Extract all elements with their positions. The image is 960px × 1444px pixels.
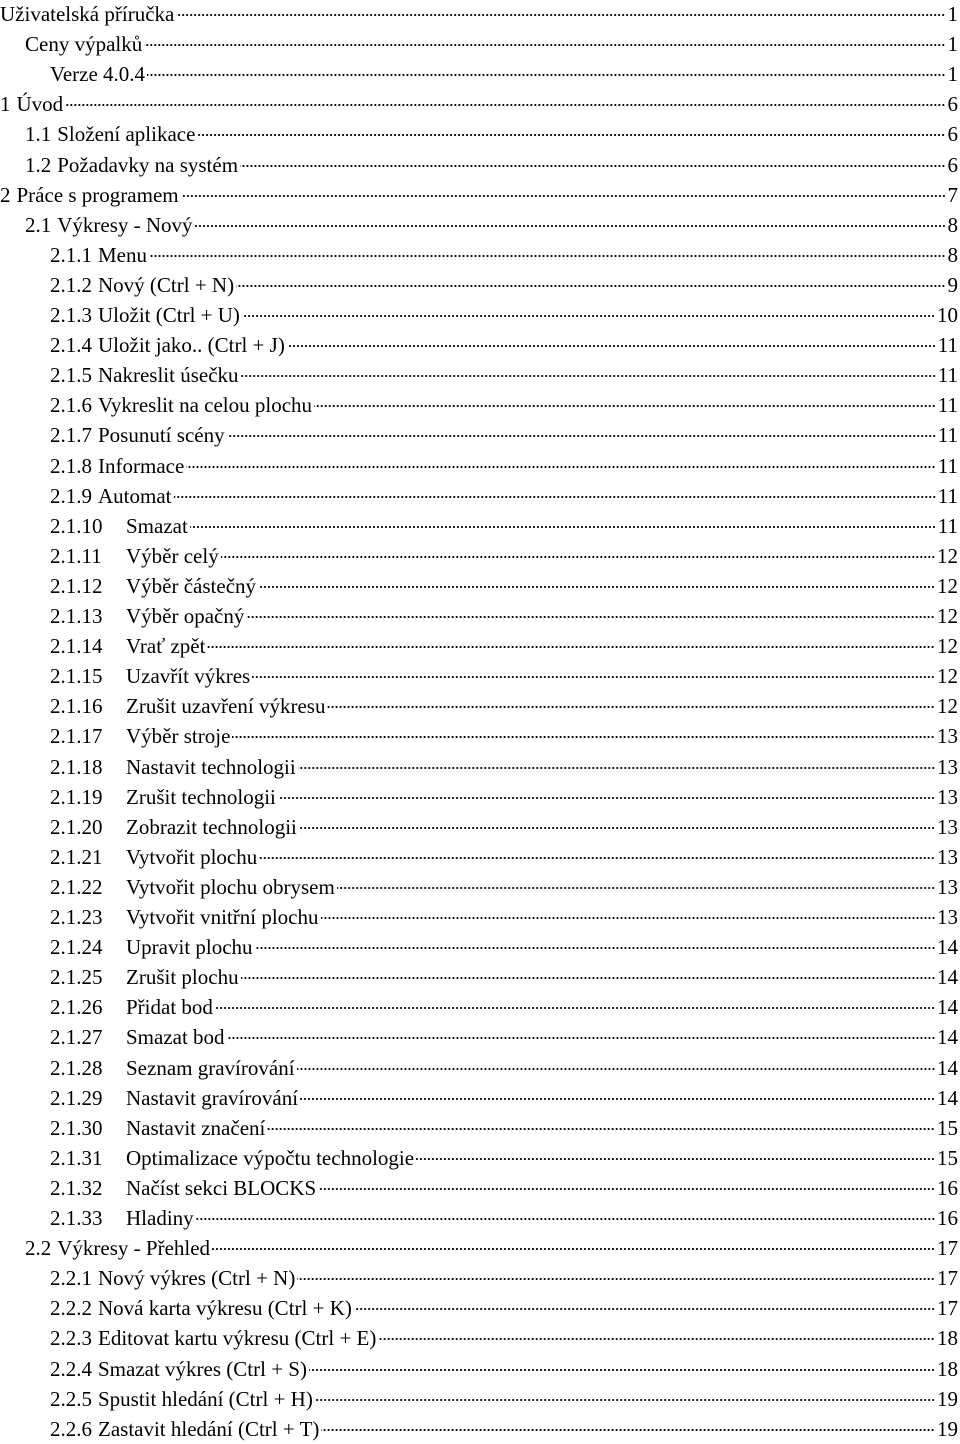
toc-entry[interactable]	[0, 661, 958, 691]
toc-entry-label	[50, 1323, 376, 1353]
toc-entry-number: 2.1.7	[50, 423, 92, 448]
dot-leader	[267, 1127, 935, 1131]
toc-page-number: 12	[937, 664, 958, 689]
dot-leader	[195, 224, 946, 228]
toc-entry[interactable]	[0, 481, 958, 511]
toc-entry[interactable]	[0, 1384, 958, 1414]
toc-entry-title: Výběr celý	[126, 543, 219, 568]
toc-page-number: 19	[937, 1416, 958, 1441]
toc-entry[interactable]	[0, 150, 958, 180]
toc-entry-number: 2.1.26	[50, 995, 103, 1020]
toc-page-number: 14	[937, 1085, 958, 1110]
toc-entry-title: Hladiny	[126, 1206, 194, 1230]
toc-entry-number: 2.1.12	[50, 573, 103, 598]
toc-entry-title: Složení aplikace	[57, 122, 196, 147]
toc-entry-label	[50, 481, 172, 511]
toc-page-number: 12	[937, 634, 958, 659]
toc-page-number: 13	[937, 844, 958, 869]
toc-entry-number: 2.1.22	[50, 874, 103, 899]
toc-entry-title: Výkresy - Přehled	[57, 1236, 211, 1261]
toc-page-number: 13	[937, 784, 958, 809]
toc-entry[interactable]	[0, 451, 958, 481]
toc-entry[interactable]	[0, 1143, 958, 1173]
dot-leader	[174, 495, 936, 499]
dot-leader	[242, 314, 935, 318]
dot-leader	[190, 525, 936, 529]
dot-leader	[321, 916, 936, 920]
toc-entry-number: 2.2.1	[50, 1266, 92, 1291]
toc-page-number: 1	[947, 2, 958, 26]
toc-entry-number: 2.1.25	[50, 965, 103, 990]
dot-leader	[236, 284, 945, 288]
toc-page-number: 12	[937, 694, 958, 719]
toc-entry-title: Výběr stroje	[126, 724, 231, 749]
dot-leader	[147, 73, 945, 77]
dot-leader	[207, 645, 935, 649]
toc-entry-label	[50, 631, 205, 661]
toc-page-number: 11	[937, 453, 958, 478]
toc-entry-label	[50, 1022, 225, 1052]
toc-entry-number: 2.1.33	[50, 1206, 103, 1230]
toc-entry-title: Posunutí scény	[98, 423, 225, 448]
toc-entry-label	[50, 1414, 319, 1444]
dot-leader	[298, 766, 935, 770]
toc-page-number: 11	[937, 423, 958, 448]
dot-leader	[241, 976, 935, 980]
toc-entry[interactable]	[0, 691, 958, 721]
dot-leader	[321, 1428, 935, 1432]
toc-entry[interactable]	[0, 1414, 958, 1444]
toc-entry-title: Načíst sekci BLOCKS	[126, 1175, 317, 1200]
toc-entry-number: 2.1.15	[50, 664, 103, 689]
toc-entry-label	[50, 270, 234, 300]
toc-entry-number: 2.1.14	[50, 634, 103, 659]
toc-entry-label	[50, 420, 225, 450]
toc-entry-label	[50, 300, 240, 330]
toc-page-number: 13	[937, 814, 958, 839]
dot-leader	[196, 1217, 935, 1221]
toc-page-number: 1	[947, 62, 958, 87]
toc-page-number: 18	[937, 1356, 958, 1381]
toc-page-number: 17	[937, 1296, 958, 1321]
dot-leader	[176, 13, 945, 17]
toc-entry-title: Spustit hledání (Ctrl + H)	[98, 1386, 313, 1411]
toc-entry-number: 2.1.11	[50, 543, 102, 568]
toc-entry-number: 2.2	[25, 1236, 52, 1261]
toc-entry-number: 2.1.20	[50, 814, 103, 839]
toc-entry-label	[25, 29, 142, 59]
toc-entry-number: 2.1.23	[50, 905, 103, 929]
toc-entry-title: Nastavit značení	[126, 1115, 266, 1140]
toc-entry-number: 2.1.18	[50, 754, 103, 779]
toc-entry-number: 2.1.3	[50, 303, 92, 327]
toc-entry-label	[50, 812, 297, 842]
toc-page-number: 11	[937, 483, 958, 508]
toc-entry-label	[50, 872, 335, 902]
toc-entry-number: 2.1	[25, 212, 52, 237]
toc-entry[interactable]	[0, 390, 958, 420]
toc-entry[interactable]	[0, 752, 958, 782]
dot-leader	[149, 254, 946, 258]
toc-entry[interactable]	[0, 872, 958, 902]
toc-entry[interactable]	[0, 0, 958, 29]
toc-entry-title: Uložit (Ctrl + U)	[98, 303, 240, 327]
dot-leader	[297, 1067, 935, 1071]
toc-page-number: 1	[947, 32, 958, 57]
toc-entry[interactable]	[0, 89, 958, 119]
toc-entry[interactable]	[0, 721, 958, 751]
toc-entry[interactable]	[0, 300, 958, 330]
toc-entry-label	[50, 541, 219, 571]
toc-entry[interactable]	[0, 1354, 958, 1384]
toc-entry-title: Požadavky na systém	[57, 152, 239, 177]
toc-entry[interactable]	[0, 812, 958, 842]
dot-leader	[227, 1036, 935, 1040]
toc-page-number: 16	[937, 1206, 958, 1230]
toc-page-number: 14	[937, 935, 958, 960]
toc-entry[interactable]	[0, 1022, 958, 1052]
toc-page-number: 13	[937, 874, 958, 899]
toc-entry-number: 2.1.2	[50, 272, 92, 297]
toc-entry-title: Vykreslit na celou plochu	[98, 393, 313, 418]
toc-entry-number: 2.2.3	[50, 1326, 92, 1351]
toc-entry-title: Verze 4.0.4	[50, 62, 146, 87]
toc-entry[interactable]	[0, 571, 958, 601]
toc-entry-title: Přidat bod	[126, 995, 213, 1020]
toc-entry-title: Výběr částečný	[126, 573, 257, 598]
dot-leader	[232, 735, 935, 739]
toc-entry-title: Uživatelská příručka	[0, 2, 175, 26]
dot-leader	[227, 434, 936, 438]
dot-leader	[197, 133, 945, 137]
toc-entry-number: 1	[0, 92, 11, 117]
toc-entry-number: 2.1.5	[50, 363, 92, 388]
toc-entry-number: 2	[0, 182, 11, 207]
toc-entry-label	[50, 1293, 352, 1323]
toc-entry[interactable]	[0, 1293, 958, 1323]
toc-page-number: 11	[937, 513, 958, 538]
toc-entry-label	[50, 721, 230, 751]
dot-leader	[337, 886, 935, 890]
toc-entry-title: Vrať zpět	[126, 634, 206, 659]
toc-entry-number: 2.1.24	[50, 935, 103, 960]
dot-leader	[309, 1368, 935, 1372]
dot-leader	[186, 465, 935, 469]
dot-leader	[144, 43, 945, 47]
dot-leader	[378, 1337, 935, 1341]
toc-entry-label	[50, 1384, 313, 1414]
toc-entry-title: Zrušit uzavření výkresu	[126, 694, 326, 719]
toc-entry-number: 2.2.5	[50, 1386, 92, 1411]
toc-entry-number: 2.1.30	[50, 1115, 103, 1140]
toc-entry-title: Automat	[98, 483, 172, 508]
toc-entry-number: 2.1.1	[50, 242, 92, 267]
toc-entry-number: 1.1	[25, 122, 52, 147]
toc-entry-title: Výběr opačný	[126, 604, 245, 628]
toc-page-number: 8	[947, 242, 958, 267]
toc-page-number: 6	[947, 122, 958, 147]
toc-entry-label	[0, 0, 174, 29]
toc-page-number: 6	[947, 92, 958, 117]
toc-entry-number: 2.1.13	[50, 604, 103, 628]
dot-leader	[258, 585, 935, 589]
toc-entry-label	[50, 932, 253, 962]
toc-entry-title: Uložit jako.. (Ctrl + J)	[98, 333, 285, 358]
dot-leader	[314, 404, 936, 408]
toc-page-number: 14	[937, 1025, 958, 1050]
toc-entry[interactable]	[0, 119, 958, 149]
toc-entry-number: 2.1.4	[50, 333, 92, 358]
toc-page-number: 12	[937, 573, 958, 598]
toc-entry-title: Vytvořit plochu	[126, 844, 258, 869]
toc-entry-label	[50, 240, 147, 270]
toc-page-number: 8	[947, 212, 958, 237]
toc-entry[interactable]	[0, 180, 958, 210]
toc-entry-title: Nová karta výkresu (Ctrl + K)	[98, 1296, 352, 1321]
toc-page-number: 15	[937, 1115, 958, 1140]
toc-entry-title: Nastavit gravírování	[126, 1085, 299, 1110]
toc-page-number: 19	[937, 1386, 958, 1411]
toc-entry-label	[50, 1053, 295, 1083]
toc-entry[interactable]	[0, 1203, 958, 1233]
toc-entry[interactable]	[0, 1173, 958, 1203]
toc-entry-label	[50, 360, 239, 390]
toc-entry-number: 2.1.32	[50, 1175, 103, 1200]
toc-entry-title: Práce s programem	[16, 182, 179, 207]
toc-entry-number: 2.1.31	[50, 1145, 103, 1170]
dot-leader	[221, 555, 935, 559]
toc-page-number: 11	[937, 363, 958, 388]
toc-entry-number: 2.1.10	[50, 513, 103, 538]
toc-entry-label	[25, 1233, 210, 1263]
toc-entry-label	[25, 150, 238, 180]
toc-page-number: 12	[937, 604, 958, 628]
toc-entry-title: Nakreslit úsečku	[98, 363, 239, 388]
toc-entry-label	[50, 1083, 298, 1113]
toc-page-number: 14	[937, 995, 958, 1020]
toc-entry-number: 2.1.29	[50, 1085, 103, 1110]
dot-leader	[255, 946, 935, 950]
toc-entry-label	[0, 89, 63, 119]
toc-entry-label	[50, 782, 276, 812]
toc-entry-title: Smazat	[126, 513, 188, 538]
toc-entry-label	[25, 210, 193, 240]
toc-page-number: 18	[937, 1326, 958, 1351]
toc-entry-number: 2.1.6	[50, 393, 92, 418]
toc-entry-title: Zrušit technologii	[126, 784, 276, 809]
toc-entry[interactable]	[0, 992, 958, 1022]
toc-entry-label	[50, 842, 257, 872]
toc-entry-title: Informace	[98, 453, 185, 478]
toc-entry[interactable]	[0, 842, 958, 872]
toc-entry-title: Upravit plochu	[126, 935, 253, 960]
toc-entry-label	[50, 691, 325, 721]
dot-leader	[299, 826, 935, 830]
toc-entry-label	[50, 390, 312, 420]
toc-entry-title: Zobrazit technologii	[126, 814, 297, 839]
toc-entry[interactable]	[0, 330, 958, 360]
toc-entry-label	[50, 962, 239, 992]
toc-entry-title: Vytvořit vnitřní plochu	[126, 905, 319, 929]
toc-entry-title: Smazat výkres (Ctrl + S)	[98, 1356, 307, 1381]
toc-entry-title: Výkresy - Nový	[57, 212, 193, 237]
toc-entry-number: 2.2.4	[50, 1356, 92, 1381]
toc-entry-title: Ceny výpalků	[25, 32, 143, 57]
dot-leader	[416, 1157, 935, 1161]
toc-entry-title: Zastavit hledání (Ctrl + T)	[98, 1416, 320, 1441]
toc-page-number: 13	[937, 724, 958, 749]
toc-page-number: 15	[937, 1145, 958, 1170]
toc-page-number: 11	[937, 393, 958, 418]
toc-page-number: 11	[937, 333, 958, 358]
toc-entry-label	[50, 1173, 316, 1203]
dot-leader	[287, 344, 936, 348]
toc-entry-title: Smazat bod	[126, 1025, 225, 1050]
toc-entry-label	[50, 992, 213, 1022]
toc-entry-label	[50, 59, 145, 89]
toc-page-number: 6	[947, 152, 958, 177]
toc-page-number: 14	[937, 965, 958, 990]
toc-entry-title: Vytvořit plochu obrysem	[126, 874, 335, 899]
dot-leader	[240, 164, 945, 168]
toc-page-number: 10	[937, 303, 958, 327]
dot-leader	[278, 796, 935, 800]
toc-entry-label	[50, 1354, 307, 1384]
toc-entry-number: 2.1.16	[50, 694, 103, 719]
toc-entry[interactable]	[0, 1113, 958, 1143]
toc-entry-label	[50, 511, 188, 541]
toc-entry-label	[50, 1143, 414, 1173]
dot-leader	[354, 1307, 935, 1311]
dot-leader	[259, 856, 935, 860]
toc-entry-label	[0, 180, 179, 210]
toc-entry-label	[50, 752, 296, 782]
toc-entry-label	[25, 119, 195, 149]
dot-leader	[212, 1247, 935, 1251]
toc-entry[interactable]	[0, 270, 958, 300]
toc-page-number: 17	[937, 1236, 958, 1261]
toc-entry-label	[50, 571, 256, 601]
toc-entry-label	[50, 1113, 265, 1143]
toc-page-number: 13	[937, 754, 958, 779]
toc-entry-number: 1.2	[25, 152, 52, 177]
toc-entry[interactable]	[0, 59, 958, 89]
toc-entry-number: 2.2.2	[50, 1296, 92, 1321]
toc-entry-number: 2.1.17	[50, 724, 103, 749]
toc-entry[interactable]	[0, 1263, 958, 1293]
dot-leader	[246, 615, 935, 619]
toc-entry-title: Editovat kartu výkresu (Ctrl + E)	[98, 1326, 377, 1351]
toc-entry[interactable]	[0, 240, 958, 270]
toc-entry-number: 2.1.19	[50, 784, 103, 809]
toc-entry-label	[50, 1203, 194, 1233]
toc-entry-title: Zrušit plochu	[126, 965, 239, 990]
dot-leader	[241, 374, 936, 378]
toc-entry[interactable]	[0, 1323, 958, 1353]
toc-entry[interactable]	[0, 631, 958, 661]
toc-entry[interactable]	[0, 420, 958, 450]
dot-leader	[300, 1097, 935, 1101]
toc-entry-label	[50, 451, 184, 481]
toc-entry[interactable]	[0, 1053, 958, 1083]
toc-entry[interactable]	[0, 360, 958, 390]
toc-entry-label	[50, 902, 319, 932]
toc-page-number: 7	[947, 182, 958, 207]
toc-entry[interactable]	[0, 511, 958, 541]
toc-page-number: 17	[937, 1266, 958, 1291]
toc-entry[interactable]	[0, 1083, 958, 1113]
toc-entry-number: 2.1.9	[50, 483, 92, 508]
toc-entry-label	[50, 661, 250, 691]
dot-leader	[315, 1398, 935, 1402]
toc-page-number: 13	[937, 905, 958, 929]
toc-page-number: 9	[947, 272, 958, 297]
dot-leader	[297, 1277, 935, 1281]
toc-entry-number: 2.1.21	[50, 844, 103, 869]
toc-entry[interactable]	[0, 29, 958, 59]
toc-entry-label	[50, 330, 285, 360]
dot-leader	[215, 1006, 935, 1010]
toc-entry-label	[50, 1263, 295, 1293]
toc-entry-title: Nový výkres (Ctrl + N)	[98, 1266, 296, 1291]
dot-leader	[181, 194, 946, 198]
toc-page-number: 14	[937, 1055, 958, 1080]
toc-entry-title: Optimalizace výpočtu technologie	[126, 1145, 415, 1170]
toc-entry-number: 2.2.6	[50, 1416, 92, 1441]
toc-entry[interactable]	[0, 902, 958, 932]
toc-entry[interactable]	[0, 210, 958, 240]
toc-entry[interactable]	[0, 782, 958, 812]
toc-entry[interactable]	[0, 962, 958, 992]
toc-entry-title: Nový (Ctrl + N)	[98, 272, 235, 297]
dot-leader	[252, 675, 935, 679]
toc-entry-title: Menu	[98, 242, 147, 267]
dot-leader	[318, 1187, 935, 1191]
toc-entry-label	[50, 601, 244, 631]
toc-entry-title: Seznam gravírování	[126, 1055, 295, 1080]
toc-entry-title: Úvod	[16, 92, 64, 117]
toc-entry[interactable]	[0, 932, 958, 962]
toc-page-number: 12	[937, 543, 958, 568]
toc-entry[interactable]	[0, 601, 958, 631]
toc-entry-title: Uzavřít výkres	[126, 664, 251, 689]
toc-entry[interactable]	[0, 1233, 958, 1263]
dot-leader	[65, 103, 945, 107]
dot-leader	[327, 705, 935, 709]
toc-entry-title: Nastavit technologii	[126, 754, 296, 779]
toc-entry-number: 2.1.28	[50, 1055, 103, 1080]
toc-entry-number: 2.1.8	[50, 453, 92, 478]
toc-entry-number: 2.1.27	[50, 1025, 103, 1050]
toc-page-number: 16	[937, 1175, 958, 1200]
toc-entry[interactable]	[0, 541, 958, 571]
